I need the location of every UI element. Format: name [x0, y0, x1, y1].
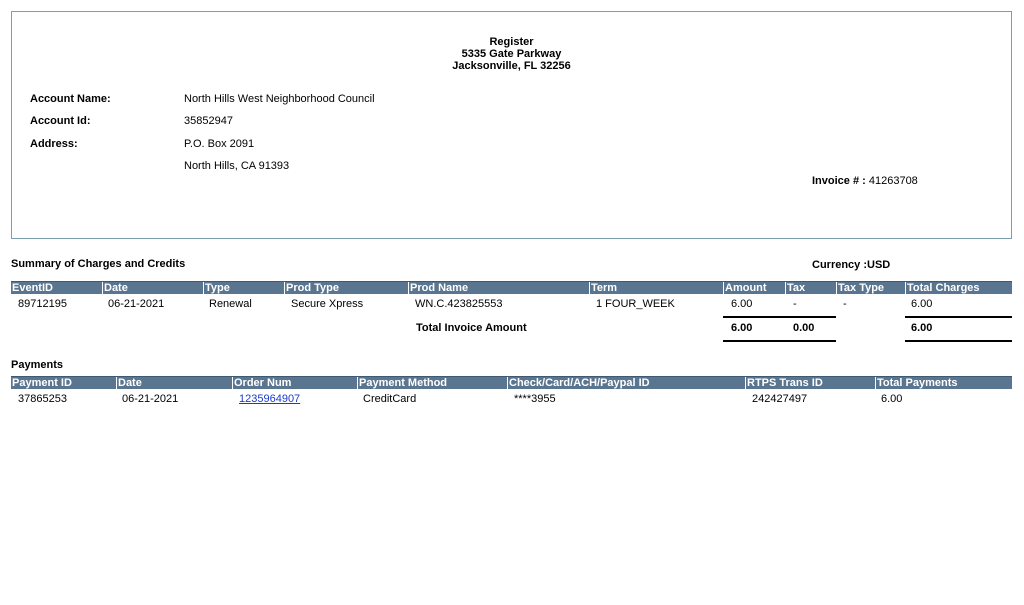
col-prod-name: Prod Name	[408, 282, 589, 294]
account-id-label: Account Id:	[30, 115, 91, 127]
invoice-header-box	[11, 11, 1012, 239]
payments-section-title: Payments	[11, 359, 63, 371]
cell-payment-id: 37865253	[18, 393, 67, 405]
cell-tax: -	[793, 298, 797, 310]
cell-tax-type: -	[843, 298, 847, 310]
company-street: 5335 Gate Parkway	[461, 48, 562, 60]
account-name-label: Account Name:	[30, 93, 111, 105]
invoice-number-label: Invoice # :	[812, 175, 866, 187]
col-rtps-trans-id: RTPS Trans ID	[745, 377, 875, 389]
company-name: Register	[489, 36, 534, 48]
cell-prod-type: Secure Xpress	[291, 298, 364, 310]
col-prod-type: Prod Type	[284, 282, 408, 294]
account-name-value: North Hills West Neighborhood Council	[184, 93, 375, 105]
charges-section-title: Summary of Charges and Credits	[11, 258, 186, 270]
total-invoice-label: Total Invoice Amount	[416, 322, 527, 334]
cell-total-payments: 6.00	[881, 393, 903, 405]
col-event-id: EventID	[12, 282, 53, 294]
total-rule-top-total	[905, 316, 1012, 318]
cell-event-id: 89712195	[18, 298, 67, 310]
col-tax-type: Tax Type	[836, 282, 905, 294]
total-tax-value: 0.00	[793, 322, 815, 334]
total-rule-bottom-total	[905, 340, 1012, 342]
cell-payment-method: CreditCard	[363, 393, 417, 405]
cell-rtps-trans-id: 242427497	[752, 393, 808, 405]
address-line1: P.O. Box 2091	[184, 138, 255, 150]
cell-type: Renewal	[209, 298, 252, 310]
cell-prod-name: WN.C.423825553	[415, 298, 503, 310]
col-term: Term	[589, 282, 723, 294]
payments-table-header	[11, 376, 1012, 389]
cell-total-charges: 6.00	[911, 298, 933, 310]
company-address	[12, 36, 1011, 72]
cell-card-id: ****3955	[514, 393, 556, 405]
currency-label: Currency :USD	[812, 259, 891, 271]
account-id-value: 35852947	[184, 115, 233, 127]
col-payment-date: Date	[116, 377, 232, 389]
charges-table-header	[11, 281, 1012, 294]
col-date: Date	[102, 282, 203, 294]
col-payment-id: Payment ID	[12, 377, 72, 389]
cell-amount: 6.00	[731, 298, 753, 310]
col-type: Type	[203, 282, 284, 294]
col-amount: Amount	[723, 282, 785, 294]
total-rule-bottom-amount	[723, 340, 836, 342]
address-line2: North Hills, CA 91393	[184, 160, 290, 172]
company-city: Jacksonville, FL 32256	[452, 60, 571, 72]
col-total-payments: Total Payments	[875, 377, 1012, 389]
invoice-number	[812, 175, 918, 187]
col-order-num: Order Num	[232, 377, 357, 389]
total-amount-value: 6.00	[731, 322, 753, 334]
col-card-id: Check/Card/ACH/Paypal ID	[507, 377, 745, 389]
total-rule-top-amount	[723, 316, 836, 318]
col-tax: Tax	[785, 282, 836, 294]
cell-date: 06-21-2021	[108, 298, 165, 310]
address-label: Address:	[30, 138, 78, 150]
cell-payment-date: 06-21-2021	[122, 393, 179, 405]
col-total-charges: Total Charges	[905, 282, 1012, 294]
col-payment-method: Payment Method	[357, 377, 507, 389]
invoice-number-value: 41263708	[868, 175, 918, 187]
total-charges-value: 6.00	[911, 322, 933, 334]
order-num-link[interactable]: 1235964907	[239, 393, 301, 405]
cell-term: 1 FOUR_WEEK	[596, 298, 675, 310]
